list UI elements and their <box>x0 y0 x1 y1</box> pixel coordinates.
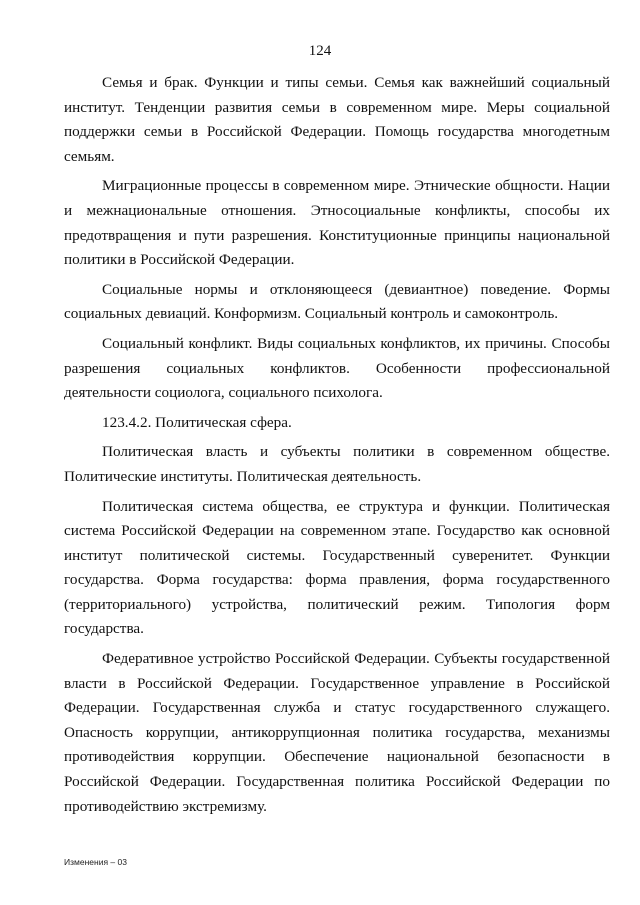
document-body <box>64 71 610 824</box>
section-heading: 123.4.2. Политическая сфера. <box>102 413 292 431</box>
paragraph-family: Семья и брак. Функции и типы семьи. Семья как важнейший социальный институт. Тенденции развития семьи в современном мире. Меры социальной поддержки семьи в Российской Федерации. Помощь государства многодетным семьям. <box>64 74 610 165</box>
paragraph-migration: Миграционные процессы в современном мире. Этнические общности. Нации и межнациональные отношения. Этносоциальные конфликты, способы их предотвращения и пути разрешения. Конституционные принципы национальной политики в Российской Федерации. <box>64 177 610 269</box>
page-number: 124 <box>308 43 332 59</box>
paragraph-social-conflict: Социальный конфликт. Виды социальных конфликтов, их причины. Способы разрешения социальных конфликтов. Особенности профессиональной деятельности социолога, социального психолога. <box>64 334 610 402</box>
paragraph-federal-structure: Федеративное устройство Российской Федерации. Субъекты государственной власти в Российской Федерации. Государственное управление в Российской Федерации. Государственная служба и статус государственного служащего. Опасность коррупции, антикоррупционная политика государства, механизмы противодействия коррупции. Обеспечение национальной безопасности в Российской Федерации. Государственная политика Российской Федерации по противодействию экстремизму. <box>64 650 610 815</box>
paragraph-political-system: Политическая система общества, ее структура и функции. Политическая система Российской Федерации на современном этапе. Государство как основной институт политической системы. Государственный суверенитет. Функции государства. Форма государства: форма правления, форма государственного (территориального) устройства, политический режим. Типология форм государства. <box>64 497 610 638</box>
paragraph-political-power: Политическая власть и субъекты политики в современном обществе. Политические институты. Политическая деятельность. <box>64 443 610 485</box>
footer-revision-note: Изменения – 03 <box>64 857 127 867</box>
paragraph-social-norms: Социальные нормы и отклоняющееся (девиантное) поведение. Формы социальных девиаций. Конформизм. Социальный контроль и самоконтроль. <box>64 280 610 323</box>
